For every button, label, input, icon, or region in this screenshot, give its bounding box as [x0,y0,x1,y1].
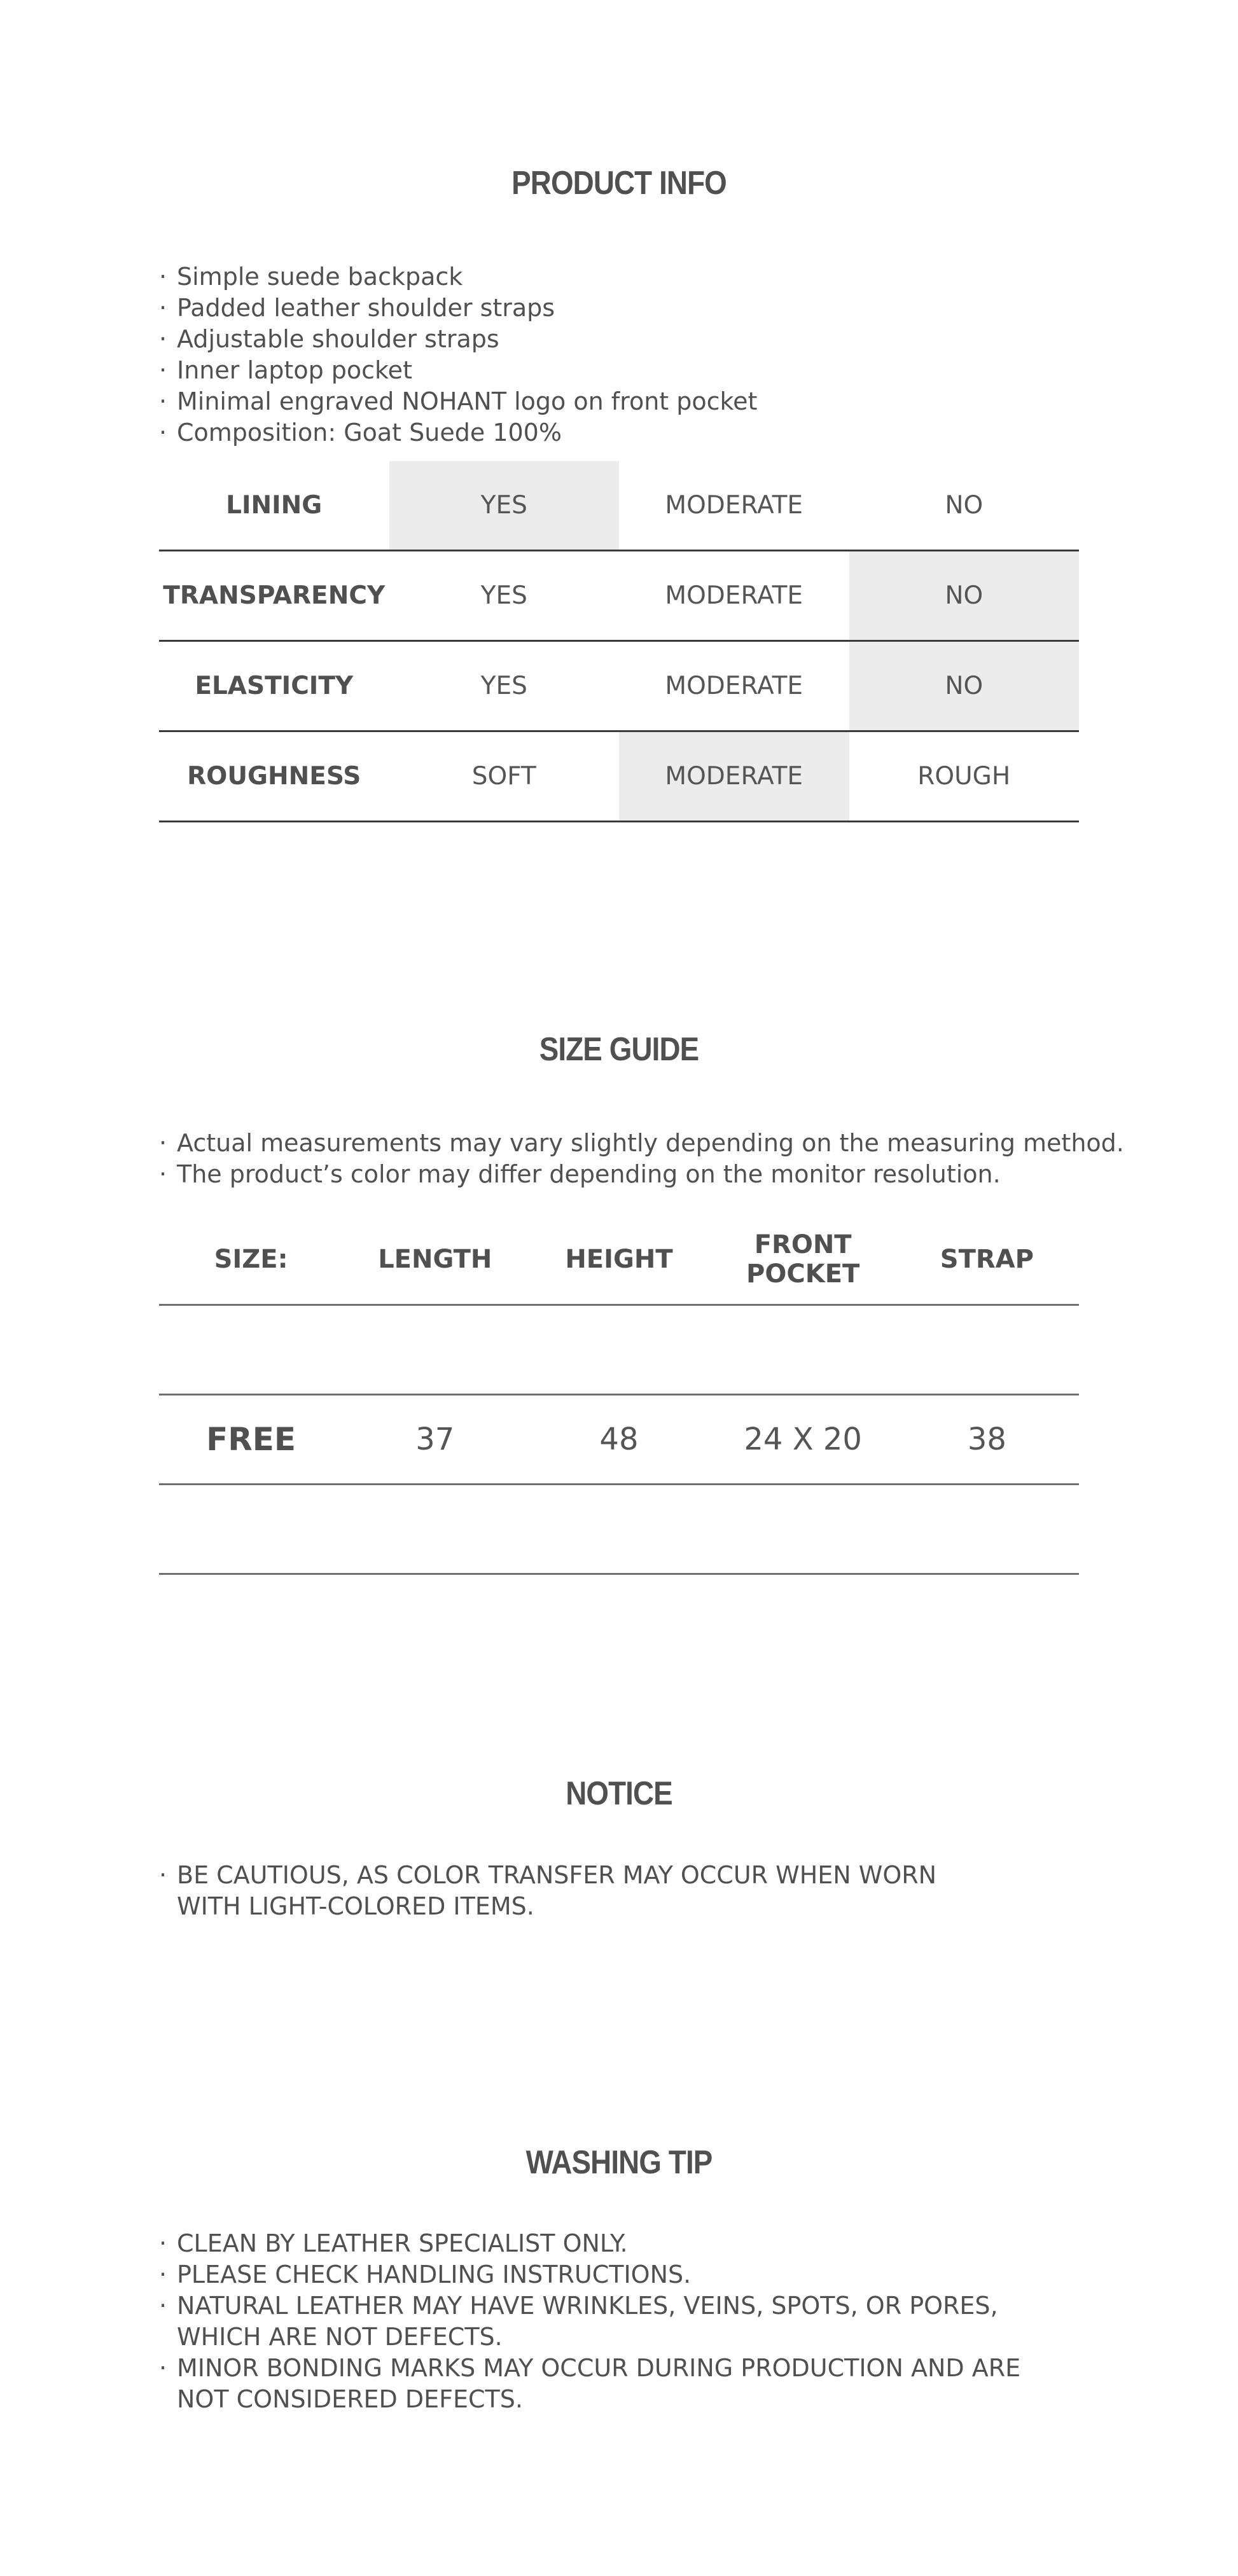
list-item: · Inner laptop pocket [159,355,757,386]
front-pocket-cell [711,1305,895,1395]
size-table-header-row [159,1215,1079,1305]
washing-tip-list [159,2228,1020,2415]
attribute-option: SOFT [389,731,620,822]
attribute-label: ELASTICITY [159,641,389,731]
attribute-label: ROUGHNESS [159,731,389,822]
attribute-option: YES [389,641,620,731]
length-cell [343,1305,527,1395]
list-item: · Padded leather shoulder straps [159,293,757,324]
washing-tip-title: WASHING TIP [525,2144,713,2181]
list-item: · MINOR BONDING MARKS MAY OCCUR DURING PRODUCTION AND ARE NOT CONSIDERED DEFECTS. [159,2353,1020,2415]
strap-cell [895,1485,1079,1574]
notice-title: NOTICE [566,1775,672,1812]
table-row [159,551,1079,641]
attribute-option: ROUGH [849,731,1080,822]
strap-header: STRAP [895,1215,1079,1305]
notice-list [159,1860,936,1922]
list-item: · PLEASE CHECK HANDLING INSTRUCTIONS. [159,2259,1020,2290]
table-row [159,1485,1079,1574]
size-cell: FREE [159,1395,343,1485]
attribute-option: NO [849,551,1080,641]
size-guide-title: SIZE GUIDE [539,1031,699,1068]
attribute-option: MODERATE [619,641,849,731]
height-header: HEIGHT [527,1215,711,1305]
size-cell [159,1305,343,1395]
attribute-option: YES [389,461,620,551]
height-cell [527,1485,711,1574]
product-info-title: PRODUCT INFO [511,165,727,202]
front-pocket-cell [711,1485,895,1574]
length-cell [343,1485,527,1574]
attribute-label: TRANSPARENCY [159,551,389,641]
strap-cell: 38 [895,1395,1079,1485]
attribute-option: YES [389,551,620,641]
front-pocket-header: FRONT POCKET [711,1215,895,1305]
list-item: · Minimal engraved NOHANT logo on front pocket [159,386,757,417]
list-item: · CLEAN BY LEATHER SPECIALIST ONLY. [159,2228,1020,2259]
product-attributes-table [159,461,1079,822]
attribute-option: MODERATE [619,551,849,641]
table-row [159,1395,1079,1485]
size-header: SIZE: [159,1215,343,1305]
list-item: · Simple suede backpack [159,261,757,293]
front-pocket-cell: 24 X 20 [711,1395,895,1485]
list-item: · Adjustable shoulder straps [159,324,757,355]
attribute-option: NO [849,641,1080,731]
table-row [159,731,1079,822]
list-item: · Composition: Goat Suede 100% [159,417,757,448]
size-cell [159,1485,343,1574]
table-row [159,641,1079,731]
attribute-label: LINING [159,461,389,551]
height-cell: 48 [527,1395,711,1485]
attribute-option: NO [849,461,1080,551]
size-guide-notes [159,1128,1124,1190]
strap-cell [895,1305,1079,1395]
product-info-list [159,261,757,448]
attribute-option: MODERATE [619,461,849,551]
list-item: · BE CAUTIOUS, AS COLOR TRANSFER MAY OCCUR WHEN WORN WITH LIGHT-COLORED ITEMS. [159,1860,936,1922]
size-table [159,1215,1079,1575]
length-cell: 37 [343,1395,527,1485]
table-row [159,1305,1079,1395]
height-cell [527,1305,711,1395]
list-item: · Actual measurements may vary slightly depending on the measuring method. [159,1128,1124,1159]
list-item: · The product’s color may differ depending on the monitor resolution. [159,1159,1124,1190]
table-row [159,461,1079,551]
attribute-option: MODERATE [619,731,849,822]
length-header: LENGTH [343,1215,527,1305]
list-item: · NATURAL LEATHER MAY HAVE WRINKLES, VEINS, SPOTS, OR PORES, WHICH ARE NOT DEFECTS. [159,2290,1020,2353]
